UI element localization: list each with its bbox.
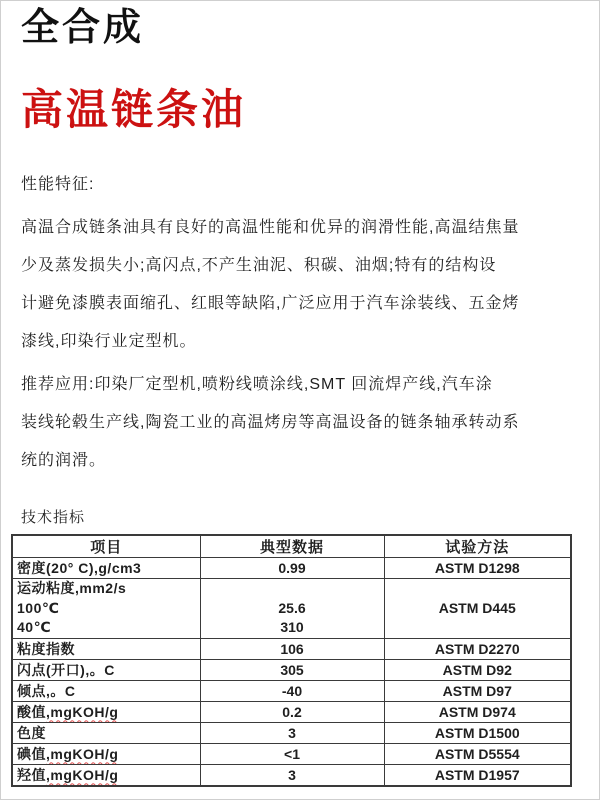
table-row-viscosity	[12, 579, 571, 639]
header-item: 项目	[12, 535, 200, 558]
applications-paragraph	[21, 366, 579, 480]
item-cell: 密度(20° C),g/cm3	[12, 558, 200, 579]
item-cell	[12, 579, 200, 639]
value-cell: 0.99	[200, 558, 384, 579]
value-cell: 3	[200, 722, 384, 743]
spellcheck-underline: ,mgKOH/g	[46, 766, 119, 783]
table-row-viscosity-index	[12, 638, 571, 659]
item-cell: 色度	[12, 722, 200, 743]
value-cell: 0.2	[200, 701, 384, 722]
viscosity-40c-value: 310	[280, 619, 304, 635]
method-cell: ASTM D1298	[384, 558, 571, 579]
features-line: 计避免漆膜表面缩孔、红眼等缺陷,广泛应用于汽车涂装线、五金烤	[21, 295, 520, 312]
item-cell	[12, 764, 200, 786]
table-row-hydroxyl-value	[12, 764, 571, 786]
item-cell: 粘度指数	[12, 638, 200, 659]
item-label: 羟值	[17, 766, 46, 783]
features-paragraph	[21, 209, 579, 361]
table-row-iodine-value	[12, 743, 571, 764]
table-row-flash-point	[12, 659, 571, 680]
viscosity-40c-label: 40℃	[17, 619, 52, 635]
item-cell: 倾点,。C	[12, 680, 200, 701]
viscosity-100c-label: 100℃	[17, 599, 60, 616]
value-cell: 305	[200, 659, 384, 680]
method-cell: ASTM D445	[384, 579, 571, 639]
features-heading: 性能特征:	[21, 176, 95, 193]
item-label: 碘值	[17, 745, 46, 762]
features-line: 漆线,印染行业定型机。	[21, 333, 197, 350]
method-cell: ASTM D97	[384, 680, 571, 701]
method-cell: ASTM D2270	[384, 638, 571, 659]
method-cell: ASTM D1957	[384, 764, 571, 786]
applications-line: 统的润滑。	[21, 452, 107, 469]
product-title-line2: 高温链条油	[21, 86, 247, 133]
spec-table-header-row	[12, 535, 571, 558]
spec-table-label: 技术指标	[21, 509, 86, 526]
applications-line: 推荐应用:印染厂定型机,喷粉线喷涂线,SMT 回流焊产线,汽车涂	[21, 376, 493, 393]
method-cell: ASTM D5554	[384, 743, 571, 764]
method-cell: ASTM D1500	[384, 722, 571, 743]
applications-line: 装线轮毂生产线,陶瓷工业的高温烤房等高温设备的链条轴承转动系	[21, 414, 520, 431]
value-cell: <1	[200, 743, 384, 764]
value-cell: 3	[200, 764, 384, 786]
spec-table	[11, 534, 572, 787]
value-cell	[200, 579, 384, 639]
value-cell: -40	[200, 680, 384, 701]
method-cell: ASTM D92	[384, 659, 571, 680]
item-label: 酸值	[17, 703, 46, 720]
method-cell: ASTM D974	[384, 701, 571, 722]
viscosity-label: 运动粘度,mm2/s	[17, 580, 127, 596]
header-test-method: 试验方法	[384, 535, 571, 558]
value-cell: 106	[200, 638, 384, 659]
table-row-acid-value	[12, 701, 571, 722]
features-line: 少及蒸发损失小;高闪点,不产生油泥、积碳、油烟;特有的结构设	[21, 257, 497, 274]
table-row-color	[12, 722, 571, 743]
product-title-line1: 全合成	[21, 7, 145, 49]
header-typical-data: 典型数据	[200, 535, 384, 558]
item-cell: 闪点(开口),。C	[12, 659, 200, 680]
item-cell	[12, 701, 200, 722]
viscosity-100c-value: 25.6	[278, 599, 306, 616]
viscosity-blank-value	[201, 579, 384, 599]
features-line: 高温合成链条油具有良好的高温性能和优异的润滑性能,高温结焦量	[21, 219, 520, 236]
spellcheck-underline: ,mgKOH/g	[46, 703, 119, 720]
spellcheck-underline: ,mgKOH/g	[46, 745, 119, 762]
table-row-pour-point	[12, 680, 571, 701]
item-cell	[12, 743, 200, 764]
table-row-density	[12, 558, 571, 579]
